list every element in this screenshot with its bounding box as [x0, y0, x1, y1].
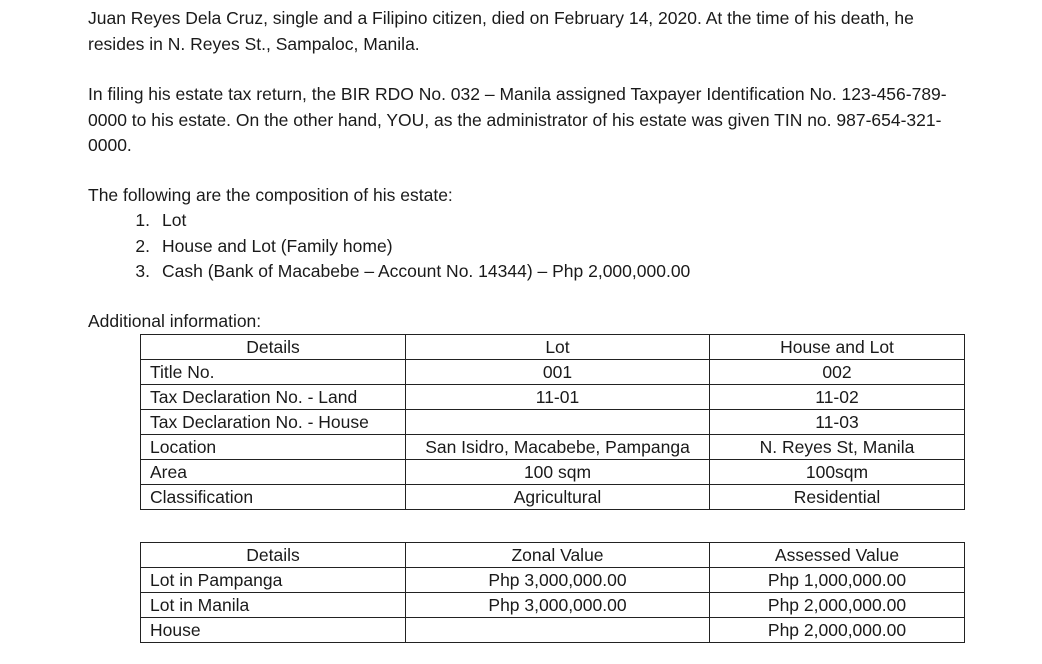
- table-cell: Location: [141, 435, 406, 460]
- list-item-text: Cash (Bank of Macabebe – Account No. 14344) – Php 2,000,000.00: [162, 261, 691, 281]
- table-cell: Tax Declaration No. - Land: [141, 385, 406, 410]
- table-cell: Php 3,000,000.00: [406, 568, 710, 593]
- additional-info-heading: Additional information:: [88, 311, 262, 331]
- table-header-row: [141, 335, 965, 360]
- table-row: [141, 460, 965, 485]
- list-item-number: 3.: [135, 261, 150, 281]
- table-row: [141, 593, 965, 618]
- header-cell: Details: [141, 335, 406, 360]
- table-row: [141, 618, 965, 643]
- table-cell: 11-03: [710, 410, 965, 435]
- list-item: [88, 234, 690, 260]
- list-item-text: House and Lot (Family home): [162, 235, 393, 256]
- table-cell: [406, 618, 710, 643]
- table-cell: Classification: [141, 485, 406, 510]
- table-row: [141, 568, 965, 593]
- table-cell: Php 2,000,000.00: [710, 618, 965, 643]
- table-cell: House: [141, 618, 406, 643]
- table-cell: [406, 410, 710, 435]
- header-cell: Assessed Value: [710, 543, 965, 568]
- intro-paragraph-1: Juan Reyes Dela Cruz, single and a Filipino citizen, died on February 14, 2020. At the time of his death, he resides in N. Reyes St., Sampaloc, Manila.: [88, 8, 914, 54]
- table-row: [141, 485, 965, 510]
- table-cell: 002: [710, 360, 965, 385]
- table-cell: N. Reyes St, Manila: [710, 435, 965, 460]
- table-cell: Area: [141, 460, 406, 485]
- table-cell: Residential: [710, 485, 965, 510]
- table-header-row: [141, 543, 965, 568]
- list-item: [88, 208, 690, 234]
- table-cell: 001: [406, 360, 710, 385]
- list-item-number: 2.: [135, 235, 150, 256]
- table-row: [141, 385, 965, 410]
- property-details-table: [140, 334, 965, 510]
- table-row: [141, 360, 965, 385]
- valuation-table: [140, 542, 965, 643]
- header-cell: House and Lot: [710, 335, 965, 360]
- table-cell: Tax Declaration No. - House: [141, 410, 406, 435]
- header-cell: Lot: [406, 335, 710, 360]
- table-cell: Agricultural: [406, 485, 710, 510]
- table-cell: 11-02: [710, 385, 965, 410]
- table-cell: 100 sqm: [406, 460, 710, 485]
- table-cell: Lot in Pampanga: [141, 568, 406, 593]
- table-cell: 100sqm: [710, 460, 965, 485]
- table-cell: Title No.: [141, 360, 406, 385]
- composition-list: [88, 208, 690, 285]
- composition-heading: The following are the composition of his estate:: [88, 185, 453, 205]
- list-item: [88, 259, 690, 285]
- header-cell: Details: [141, 543, 406, 568]
- table-cell: Lot in Manila: [141, 593, 406, 618]
- header-cell: Zonal Value: [406, 543, 710, 568]
- table-cell: Php 2,000,000.00: [710, 593, 965, 618]
- table-row: [141, 410, 965, 435]
- table-cell: Php 3,000,000.00: [406, 593, 710, 618]
- table-cell: Php 1,000,000.00: [710, 568, 965, 593]
- table-row: [141, 435, 965, 460]
- intro-paragraph-2: In filing his estate tax return, the BIR RDO No. 032 – Manila assigned Taxpayer Identification No. 123-456-789-0000 to his estate. On the other hand, YOU, as the administrator of his estate was given TIN no. 987-654-321-0000.: [88, 84, 947, 155]
- table-cell: 11-01: [406, 385, 710, 410]
- table-cell: San Isidro, Macabebe, Pampanga: [406, 435, 710, 460]
- list-item-number: 1.: [135, 210, 150, 230]
- list-item-text: Lot: [162, 210, 187, 230]
